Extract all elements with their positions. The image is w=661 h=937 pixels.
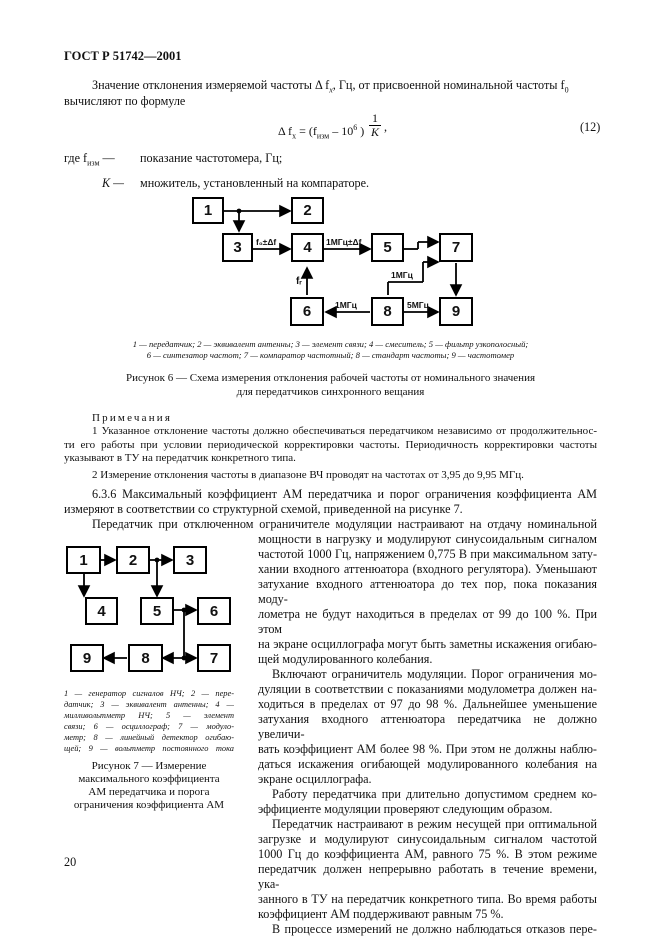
fraction-denominator: K [370, 125, 379, 139]
text-line: Работу передатчика при длительно допустимом среднем ко- [272, 787, 597, 801]
block-3: 3 [222, 233, 253, 262]
figure-7-title-line: максимального коэффициента [78, 773, 220, 785]
text-line: затухание входного аттенюатора до тех пор, пока показания моду- [258, 577, 597, 606]
text-line: коэффициент АМ поддерживают равным 75 %. [258, 907, 504, 921]
text-line: передатчик должен непрерывно работать в течение времени, ука- [258, 862, 597, 891]
notes-heading: Примечания [92, 412, 173, 424]
figure-6-legend-line: 6 — синтезатор частот; 7 — компаратор частотный; 8 — стандарт частоты; 9 — частотомер [146, 350, 515, 360]
block-2: 2 [291, 197, 324, 224]
block-1: 1 [192, 197, 224, 224]
text-line: лометра не будут находиться в пределах от 99 до 100 %. При этом [258, 607, 597, 636]
figure-7-title-line: Рисунок 7 — Измерение [91, 760, 207, 772]
right-column-text [258, 532, 597, 937]
block-4: 4 [85, 597, 118, 625]
page-number: 20 [64, 855, 77, 869]
block-2: 2 [116, 546, 150, 574]
text-line: экране осциллографа. [258, 772, 372, 786]
block-1: 1 [66, 546, 101, 574]
label-1mhz-b: 1МГц [335, 300, 357, 310]
label-1mhz-df: 1МГц±Δf [326, 237, 362, 247]
fraction-numerator: 1 [372, 111, 378, 125]
text-line: В процессе измерений не должно наблюдаться отказов пере- [272, 922, 597, 936]
block-4: 4 [291, 233, 324, 262]
figure-6-title [64, 371, 597, 399]
figure-7-title-line: АМ передатчика и порога [88, 786, 210, 798]
note-1-line: указывают в ТУ на передатчик конкретного типа. [64, 452, 296, 464]
text-line: на экране осциллографа могут быть заметны искажения огибаю- [258, 637, 597, 651]
block-8: 8 [128, 644, 163, 672]
block-9: 9 [70, 644, 104, 672]
text-line: Включают ограничитель модуляции. Порог ограничения мо- [272, 667, 597, 681]
note-1-line: 1 Указанное отклонение частоты должно обеспечиваться передатчиком независимо от продолжительнос- [92, 425, 597, 437]
section-line: измеряют в соответствии со структурной схемой, приведенной на рисунке 7. [64, 502, 463, 516]
text-line: загрузке и модулируют синусоидальным сигналом частотой [258, 832, 597, 846]
figure-7-title-line: ограничения коэффициента АМ [73, 799, 225, 811]
figure-7-legend-line: 1 — генератор сигналов НЧ; 2 — пере- [64, 689, 234, 698]
block-7: 7 [197, 644, 231, 672]
block-6: 6 [197, 597, 231, 625]
text-line: мощности в нагрузку и модулируют синусоидальным сигналом [258, 532, 597, 546]
section-line: 6.3.6 Максимальный коэффициент АМ передатчика и порог ограничения коэффициента АМ [92, 487, 597, 501]
label-f0-df: f₀±Δf [256, 237, 277, 247]
note-1-line: ти его работы при условии периодической корректировки частоты. Периодичность корректировки частоты [64, 438, 597, 451]
figure-6-diagram [0, 0, 661, 340]
formula-12: Δ $f_x = (f_{изм} - 10^6$ ) [278, 123, 365, 141]
figure-7-legend-line: милливольтметр НЧ; 5 — элемент [64, 711, 234, 720]
document-header: ГОСТ Р 51742—2001 [64, 49, 182, 63]
text-line: дуляции в соответствии с показаниями модулометра должен на- [258, 682, 597, 696]
block-8: 8 [371, 297, 404, 326]
section-6-3-6 [64, 487, 597, 532]
text-line: занного в ТУ на передатчик конкретного типа. Во время работы [258, 892, 597, 906]
text-line: щей модулированного колебания. [258, 652, 433, 666]
figure-6-connections [0, 0, 661, 340]
where-line-1: где $f_{изм}$ — [64, 151, 115, 168]
intro-line-2: вычисляют по формуле [64, 94, 186, 108]
block-9: 9 [439, 297, 473, 326]
block-7: 7 [439, 233, 473, 262]
text-line: хании входного аттенюатора (входного регулятора). Уменьшают [258, 562, 597, 576]
text-line: вать коэффициент АМ более 98 %. При этом не должны наблю- [258, 742, 597, 756]
label-1mhz-a: 1МГц [391, 270, 413, 280]
label-5mhz: 5МГц [407, 300, 429, 310]
label-fr: fᵣ [296, 276, 302, 287]
figure-7-legend-line: метр; 8 — линейный детектор огибаю- [64, 733, 234, 742]
section-line: Передатчик при отключенном ограничителе модуляции настраивают на отдачу номинальной [92, 517, 597, 531]
figure-7-diagram [0, 530, 250, 690]
figure-6-title-line: Рисунок 6 — Схема измерения отклонения рабочей частоты от номинального значения [125, 372, 536, 384]
figure-7-legend-line: щей; 9 — вольтметр постоянного тока [64, 744, 234, 753]
figure-7-legend [64, 688, 234, 754]
note-2: 2 Измерение отклонения частоты в диапазоне ВЧ проводят на частотах от 3,95 до 9,95 МГц. [92, 468, 524, 481]
figure-7-title [64, 760, 234, 812]
where-desc-1: показание частотомера, Гц; [140, 151, 283, 165]
figure-7-legend-line: датчик; 3 — эквивалент антенны; 4 — [64, 700, 234, 709]
figure-6-title-line: для передатчиков синхронного вещания [236, 386, 425, 398]
text-line: частотой 1000 Гц, напряжением 0,775 В при максимальном зату- [258, 547, 597, 561]
text-line: Передатчик настраивают в режим несущей при оптимальной [272, 817, 597, 831]
text-line: затухания входного аттенюатора передатчика не должно увеличи- [258, 712, 597, 741]
block-5: 5 [371, 233, 404, 262]
intro-line-1: Значение отклонения измеряемой частоты Δ $f_x$, Гц, от присвоенной номинальной частоты $f_0$ [92, 78, 569, 95]
figure-6-legend [64, 339, 597, 361]
formula-comma: , [384, 120, 388, 134]
block-3: 3 [173, 546, 207, 574]
figure-7-legend-line: связи; 6 — осциллограф; 7 — модуло- [64, 722, 234, 731]
block-6: 6 [290, 297, 324, 326]
where-k-symbol: K — [102, 176, 125, 190]
text-line: даться искажения огибающей модулированного колебания на [258, 757, 597, 771]
block-5: 5 [140, 597, 174, 625]
text-line: 1000 Гц до коэффициента АМ, равного 75 %. В этом режиме [258, 847, 597, 861]
notes-body [64, 425, 597, 482]
where-desc-2: множитель, установленный на компараторе. [140, 176, 370, 190]
text-line: эффициенте модуляции проверяют следующим образом. [258, 802, 553, 816]
formula-number: (12) [580, 120, 601, 134]
text-line: ходиться в пределах от 97 до 98 %. Дальнейшее уменьшение [258, 697, 597, 711]
figure-6-legend-line: 1 — передатчик; 2 — эквивалент антенны; 3 — элемент связи; 4 — смеситель; 5 — фильтр узкополосный; [132, 339, 529, 349]
